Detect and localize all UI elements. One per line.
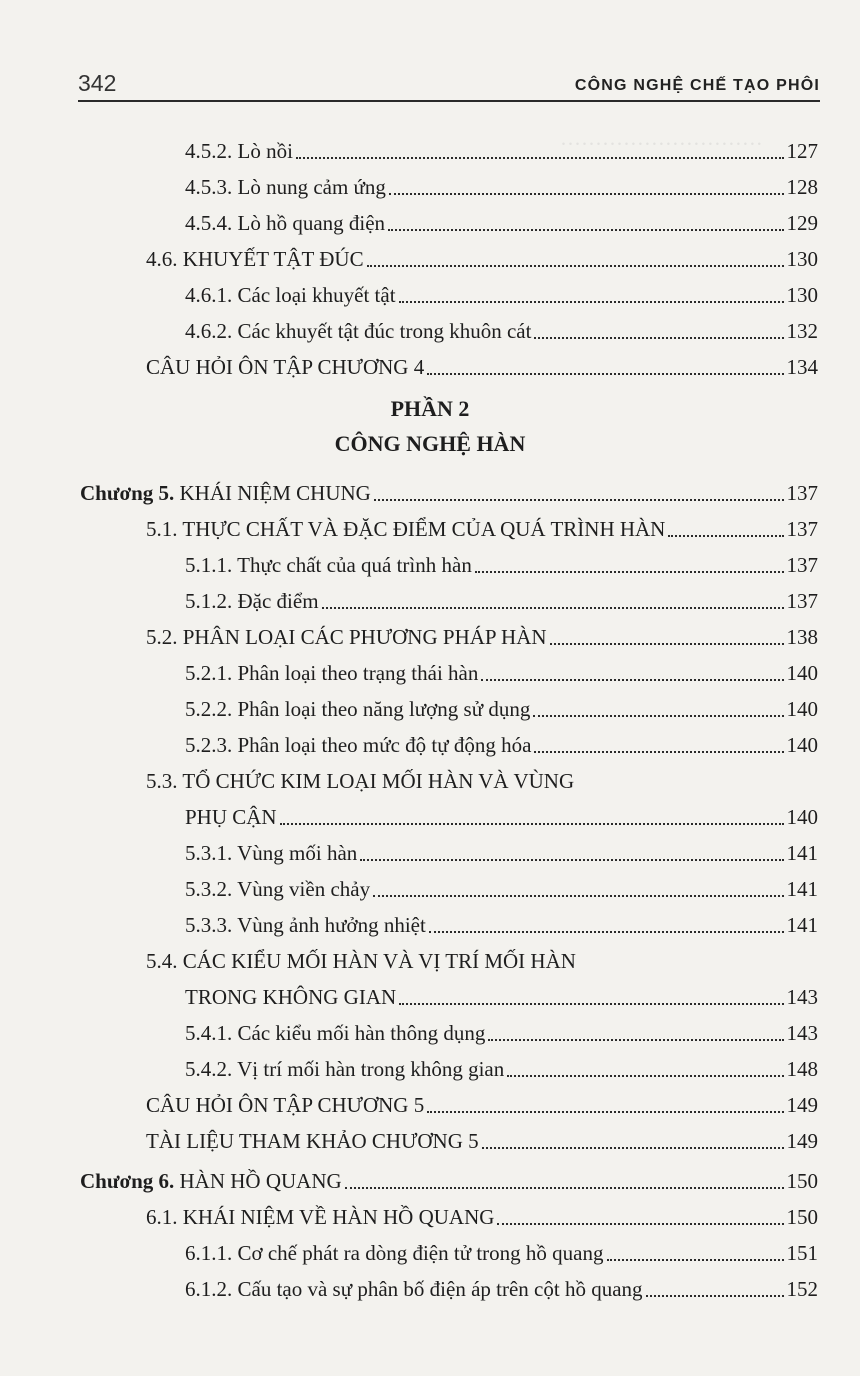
toc-entry[interactable] <box>185 866 818 902</box>
toc-entry-title: CÂU HỎI ÔN TẬP CHƯƠNG 4 <box>146 355 425 379</box>
toc-entry-page: 132 <box>786 319 818 343</box>
toc-entry[interactable] <box>146 1194 818 1230</box>
leader-dots <box>399 1003 783 1005</box>
leader-dots <box>607 1259 784 1261</box>
toc-entry[interactable] <box>185 308 818 344</box>
toc-entry-page: 129 <box>786 211 818 235</box>
toc-entry-page: 130 <box>786 283 818 307</box>
toc-entry-page: 143 <box>786 985 818 1009</box>
toc-entry[interactable] <box>146 1082 818 1118</box>
toc-entry-title: 5.4.2. Vị trí mối hàn trong không gian <box>185 1057 505 1081</box>
leader-dots <box>389 193 784 195</box>
toc-entry-page: 151 <box>786 1241 818 1265</box>
leader-dots <box>507 1075 783 1077</box>
toc-entry[interactable] <box>146 614 818 650</box>
toc-entry-title: 4.6.2. Các khuyết tật đúc trong khuôn cát <box>185 319 532 343</box>
leader-dots <box>360 859 783 861</box>
leader-dots <box>488 1039 783 1041</box>
toc-entry[interactable] <box>146 344 818 380</box>
toc-entry[interactable] <box>146 506 818 542</box>
toc-entry[interactable] <box>146 236 818 272</box>
leader-dots <box>399 301 784 303</box>
toc-entry-title: 4.6.1. Các loại khuyết tật <box>185 283 396 307</box>
leader-dots <box>427 373 783 375</box>
toc-entry-title-line1: 5.3. TỔ CHỨC KIM LOẠI MỐI HÀN VÀ VÙNG <box>146 769 575 793</box>
toc-entry-title: 5.3.1. Vùng mối hàn <box>185 841 358 865</box>
toc-entry[interactable] <box>185 578 818 614</box>
toc-entry-title: 4.5.4. Lò hồ quang điện <box>185 211 386 235</box>
toc-entry-title: 5.2.1. Phân loại theo trạng thái hàn <box>185 661 479 685</box>
toc-entry-page: 150 <box>786 1169 818 1193</box>
toc-entry[interactable] <box>185 200 818 236</box>
toc-entry-title: KHÁI NIỆM CHUNG <box>174 481 371 505</box>
toc-entry-page: 127 <box>786 139 818 163</box>
leader-dots <box>475 571 784 573</box>
leader-dots <box>534 751 783 753</box>
leader-dots <box>373 895 783 897</box>
leader-dots <box>497 1223 783 1225</box>
toc-entry[interactable] <box>146 1118 818 1154</box>
page-header <box>78 64 820 102</box>
chapter-number: Chương 5. <box>80 481 175 505</box>
toc-entry-page: 149 <box>786 1093 818 1117</box>
toc-entry[interactable] <box>185 650 818 686</box>
leader-dots <box>429 931 784 933</box>
toc-entry-page: 149 <box>786 1129 818 1153</box>
leader-dots <box>533 715 783 717</box>
toc-entry-title: 6.1.2. Cấu tạo và sự phân bố điện áp trên cột hồ quang <box>185 1277 643 1301</box>
toc-entry-title: 5.4.1. Các kiểu mối hàn thông dụng <box>185 1021 486 1045</box>
toc-entry-page: 138 <box>786 625 818 649</box>
toc-entry-title: 5.1.1. Thực chất của quá trình hàn <box>185 553 472 577</box>
toc-entry-page: 140 <box>786 733 818 757</box>
toc-entry-title: 4.5.3. Lò nung cảm ứng <box>185 175 386 199</box>
leader-dots <box>482 1147 784 1149</box>
toc-entry[interactable] <box>185 830 818 866</box>
toc-entry-page: 137 <box>786 553 818 577</box>
toc-entry-title: TÀI LIỆU THAM KHẢO CHƯƠNG 5 <box>146 1129 479 1153</box>
toc-chapter-entry[interactable] <box>80 470 818 506</box>
toc-entry[interactable] <box>185 1010 818 1046</box>
toc-entry-title: 5.1.2. Đặc điểm <box>185 589 319 613</box>
toc-entry-title: 5.1. THỰC CHẤT VÀ ĐẶC ĐIỂM CỦA QUÁ TRÌNH HÀN <box>146 517 666 541</box>
part-label: PHẦN 2 <box>390 396 470 421</box>
toc-entry[interactable] <box>185 542 818 578</box>
leader-dots <box>534 337 783 339</box>
toc-entry-title: 5.3.2. Vùng viền chảy <box>185 877 371 901</box>
leader-dots <box>668 535 783 537</box>
leader-dots <box>296 157 784 159</box>
toc-entry-title: HÀN HỒ QUANG <box>174 1169 342 1193</box>
toc-entry-page: 128 <box>786 175 818 199</box>
toc-entry-title: 4.5.2. Lò nồi <box>185 139 293 163</box>
leader-dots <box>322 607 784 609</box>
toc-entry[interactable] <box>185 722 818 758</box>
toc-entry-page: 141 <box>786 877 818 901</box>
toc-entry-page: 150 <box>786 1205 818 1229</box>
toc-entry[interactable] <box>185 128 818 164</box>
toc-entry-page: 137 <box>786 589 818 613</box>
toc-entry[interactable] <box>185 272 818 308</box>
leader-dots <box>427 1111 783 1113</box>
toc-entry-page: 140 <box>786 661 818 685</box>
toc-entry-title: 6.1. KHÁI NIỆM VỀ HÀN HỒ QUANG <box>146 1205 495 1229</box>
toc-entry-title-line1: 5.4. CÁC KIỂU MỐI HÀN VÀ VỊ TRÍ MỐI HÀN <box>146 949 576 973</box>
page-number: 342 <box>78 70 117 96</box>
toc-chapter-entry[interactable] <box>80 1158 818 1194</box>
leader-dots <box>550 643 784 645</box>
bleed-through-texture: ····························· <box>560 132 763 156</box>
toc-entry-title: 5.2.2. Phân loại theo năng lượng sử dụng <box>185 697 531 721</box>
toc-entry[interactable] <box>185 1266 818 1302</box>
toc-entry-page: 152 <box>786 1277 818 1301</box>
toc-entry[interactable] <box>185 164 818 200</box>
part-title: CÔNG NGHỆ HÀN <box>334 431 526 456</box>
toc-entry[interactable] <box>185 686 818 722</box>
toc-entry-page: 137 <box>786 517 818 541</box>
toc-entry-title: 5.3.3. Vùng ảnh hưởng nhiệt <box>185 913 426 937</box>
toc-entry-title: 5.2. PHÂN LOẠI CÁC PHƯƠNG PHÁP HÀN <box>146 625 547 649</box>
leader-dots <box>388 229 783 231</box>
toc-entry-page: 141 <box>786 913 818 937</box>
toc-entry-page: 130 <box>786 247 818 271</box>
leader-dots <box>481 679 783 681</box>
leader-dots <box>374 499 784 501</box>
toc-entry[interactable] <box>185 974 818 1010</box>
leader-dots <box>367 265 784 267</box>
toc-entry[interactable] <box>185 794 818 830</box>
toc-entry[interactable] <box>185 1230 818 1266</box>
running-title: CÔNG NGHỆ CHẾ TẠO PHÔI <box>574 77 820 94</box>
toc-entry[interactable] <box>185 1046 818 1082</box>
toc-entry-page: 141 <box>786 841 818 865</box>
toc-entry-page: 143 <box>786 1021 818 1045</box>
toc-entry-title: 6.1.1. Cơ chế phát ra dòng điện tử trong hồ quang <box>185 1241 604 1265</box>
chapter-number: Chương 6. <box>80 1169 175 1193</box>
toc-entry-page: 137 <box>786 481 818 505</box>
toc-entry-page: 140 <box>786 805 818 829</box>
toc-entry-title: TRONG KHÔNG GIAN <box>185 985 397 1009</box>
leader-dots <box>280 823 784 825</box>
leader-dots <box>345 1187 784 1189</box>
toc-entry-title: PHỤ CẬN <box>185 805 277 829</box>
toc-entry-title: 4.6. KHUYẾT TẬT ĐÚC <box>146 247 364 271</box>
toc-entry-title: CÂU HỎI ÔN TẬP CHƯƠNG 5 <box>146 1093 425 1117</box>
toc-entry-page: 140 <box>786 697 818 721</box>
toc-entry-page: 148 <box>786 1057 818 1081</box>
toc-entry-title: 5.2.3. Phân loại theo mức độ tự động hóa <box>185 733 532 757</box>
toc-entry-page: 134 <box>786 355 818 379</box>
toc-entry[interactable] <box>185 902 818 938</box>
leader-dots <box>646 1295 784 1297</box>
